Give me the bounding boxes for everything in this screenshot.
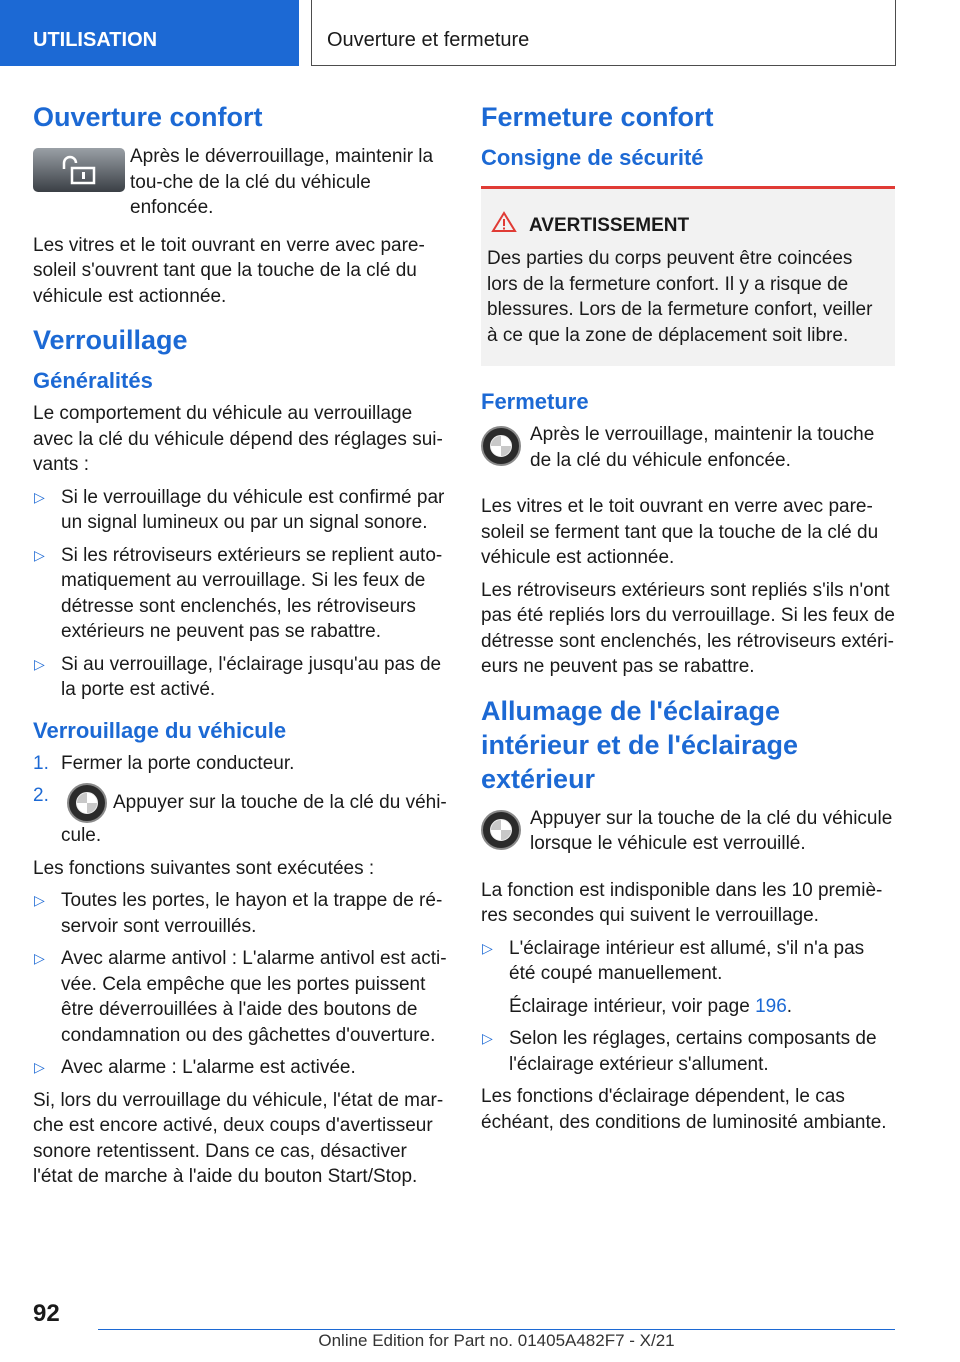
- final-paragraph: Si, lors du verrouillage du véhicule, l'état de mar‐che est encore activé, deux coups d'avertisseur sonore retentissent. Dans ce cas, désactiver l'état de marche à l'aide du bouton Start/Stop.: [33, 1089, 444, 1187]
- triangle-bullet-icon: ▷: [482, 939, 493, 956]
- heading-fermeture-confort: Fermeture confort: [481, 102, 714, 132]
- generalites-paragraph: Le comportement du véhicule au verrouillage avec la clé du véhicule dépend des réglages sui‐vants :: [33, 403, 443, 475]
- step-item: 2. Appuyer sur la touche de la clé du véhi‐cule.: [33, 785, 447, 846]
- page-header: [0, 0, 960, 66]
- bmw-key-button-icon: [481, 426, 521, 466]
- allumage-final-paragraph: Les fonctions d'éclairage dépendent, le cas échéant, des conditions de luminosité ambiante.: [481, 1086, 887, 1133]
- heading-allumage: Allumage de l'éclairage intérieur et de l'éclairage extérieur: [481, 695, 799, 794]
- warning-title: AVERTISSEMENT: [487, 211, 887, 240]
- list-item: ▷ Selon les réglages, certains composants de l'éclairage extérieur s'allument.: [482, 1028, 877, 1075]
- footer-edition: Online Edition for Part no. 01405A482F7 - X/21: [318, 1331, 675, 1350]
- heading-verrouillage: Verrouillage: [33, 325, 188, 355]
- allumage-list: [481, 936, 895, 1078]
- steps-list: [33, 751, 447, 849]
- list-item: ▷ Si le verrouillage du véhicule est confirmé par un signal lumineux ou par un signal sonore.: [34, 486, 445, 533]
- triangle-bullet-icon: ▷: [34, 950, 45, 966]
- list-item: ▷ Si au verrouillage, l'éclairage jusqu'au pas de la porte est activé.: [34, 653, 442, 700]
- list-item: ▷ Avec alarme antivol : L'alarme antivol est acti‐vée. Cela empêche que les portes puissent être déverrouillées à l'aide des boutons de condamnation ou des gâchettes d'ouverture.: [34, 948, 447, 1046]
- generalites-list: [33, 485, 447, 703]
- triangle-bullet-icon: ▷: [34, 655, 45, 672]
- section-tab: UTILISATION: [0, 0, 299, 66]
- triangle-bullet-icon: ▷: [34, 546, 45, 563]
- step-item: 1. Fermer la porte conducteur.: [33, 752, 295, 774]
- allumage-paragraph: La fonction est indisponible dans les 10 premiè‐res secondes qui suivent le verrouillage.: [481, 879, 883, 926]
- warning-text: Des parties du corps peuvent être coincées lors de la fermeture confort. Il y a risque de blessures. Lors de la fermeture confort, veiller à ce que la zone de déplacement soit libre.: [487, 248, 873, 346]
- list-item: ▷ Toutes les portes, le hayon et la trappe de ré‐servoir sont verrouillés.: [34, 890, 443, 937]
- cross-reference: Éclairage intérieur, voir page 196.: [509, 995, 793, 1017]
- list-item: ▷ Avec alarme : L'alarme est activée.: [33, 1055, 447, 1081]
- heading-generalites: Généralités: [33, 368, 153, 393]
- left-column: [33, 100, 447, 1197]
- triangle-bullet-icon: ▷: [34, 892, 45, 908]
- warning-box: [481, 186, 895, 366]
- confort-paragraph: Les vitres et le toit ouvrant en verre avec pare-soleil s'ouvrent tant que la touche de la clé du véhicule est actionnée.: [33, 234, 425, 307]
- fermeture-icon-paragraph: [481, 422, 895, 482]
- fonctions-list: [33, 888, 447, 1081]
- fonctions-paragraph: Les fonctions suivantes sont exécutées :: [33, 857, 375, 879]
- fermeture-icon-text: Après le verrouillage, maintenir la touche de la clé du véhicule enfoncée.: [530, 424, 875, 471]
- triangle-bullet-icon: ▷: [34, 1059, 45, 1075]
- heading-fermeture: Fermeture: [481, 389, 589, 414]
- triangle-bullet-icon: ▷: [482, 1030, 493, 1046]
- right-column: [481, 100, 895, 1142]
- list-item: ▷ Si les rétroviseurs extérieurs se replient auto‐matiquement au verrouillage. Si les feux de détresse sont enclenchés, les rétroviseurs extérieurs ne peuvent pas se rabattre.: [34, 544, 443, 642]
- bmw-key-button-icon: [481, 810, 521, 850]
- heading-consigne-securite: Consigne de sécurité: [481, 145, 704, 170]
- heading-verrouillage-vehicule: Verrouillage du véhicule: [33, 717, 287, 743]
- fermeture-paragraph-1: Les vitres et le toit ouvrant en verre avec pare-soleil se ferment tant que la touche de la clé du véhicule est actionnée.: [481, 496, 879, 568]
- page-number: 92: [33, 1300, 60, 1327]
- list-item: ▷ L'éclairage intérieur est allumé, s'il n'a pas été coupé manuellement. Éclairage intérieur, voir page 196.: [481, 936, 895, 1020]
- allumage-icon-text: Appuyer sur la touche de la clé du véhicule lorsque le véhicule est verrouillé.: [530, 807, 893, 854]
- allumage-icon-paragraph: [481, 806, 895, 866]
- heading-ouverture-confort: Ouverture confort: [33, 102, 263, 132]
- footer-divider: [98, 1329, 895, 1330]
- unlock-button-icon: [33, 148, 125, 192]
- triangle-bullet-icon: ▷: [34, 488, 45, 505]
- bmw-key-button-icon: [67, 783, 107, 823]
- confort-icon-paragraph: [33, 144, 447, 221]
- page-link[interactable]: 196: [755, 995, 787, 1017]
- chapter-title: Ouverture et fermeture: [311, 0, 896, 66]
- confort-icon-text: Après le déverrouillage, maintenir la tou‐che de la clé du véhicule enfoncée.: [130, 146, 434, 218]
- warning-triangle-icon: [491, 211, 517, 240]
- fermeture-paragraph-2: Les rétroviseurs extérieurs sont repliés s'ils n'ont pas été repliés lors du verrouillage. Si les feux de détresse sont enclenchés, les rétroviseurs extéri‐eurs ne peuvent pas se rabattre.: [481, 579, 896, 677]
